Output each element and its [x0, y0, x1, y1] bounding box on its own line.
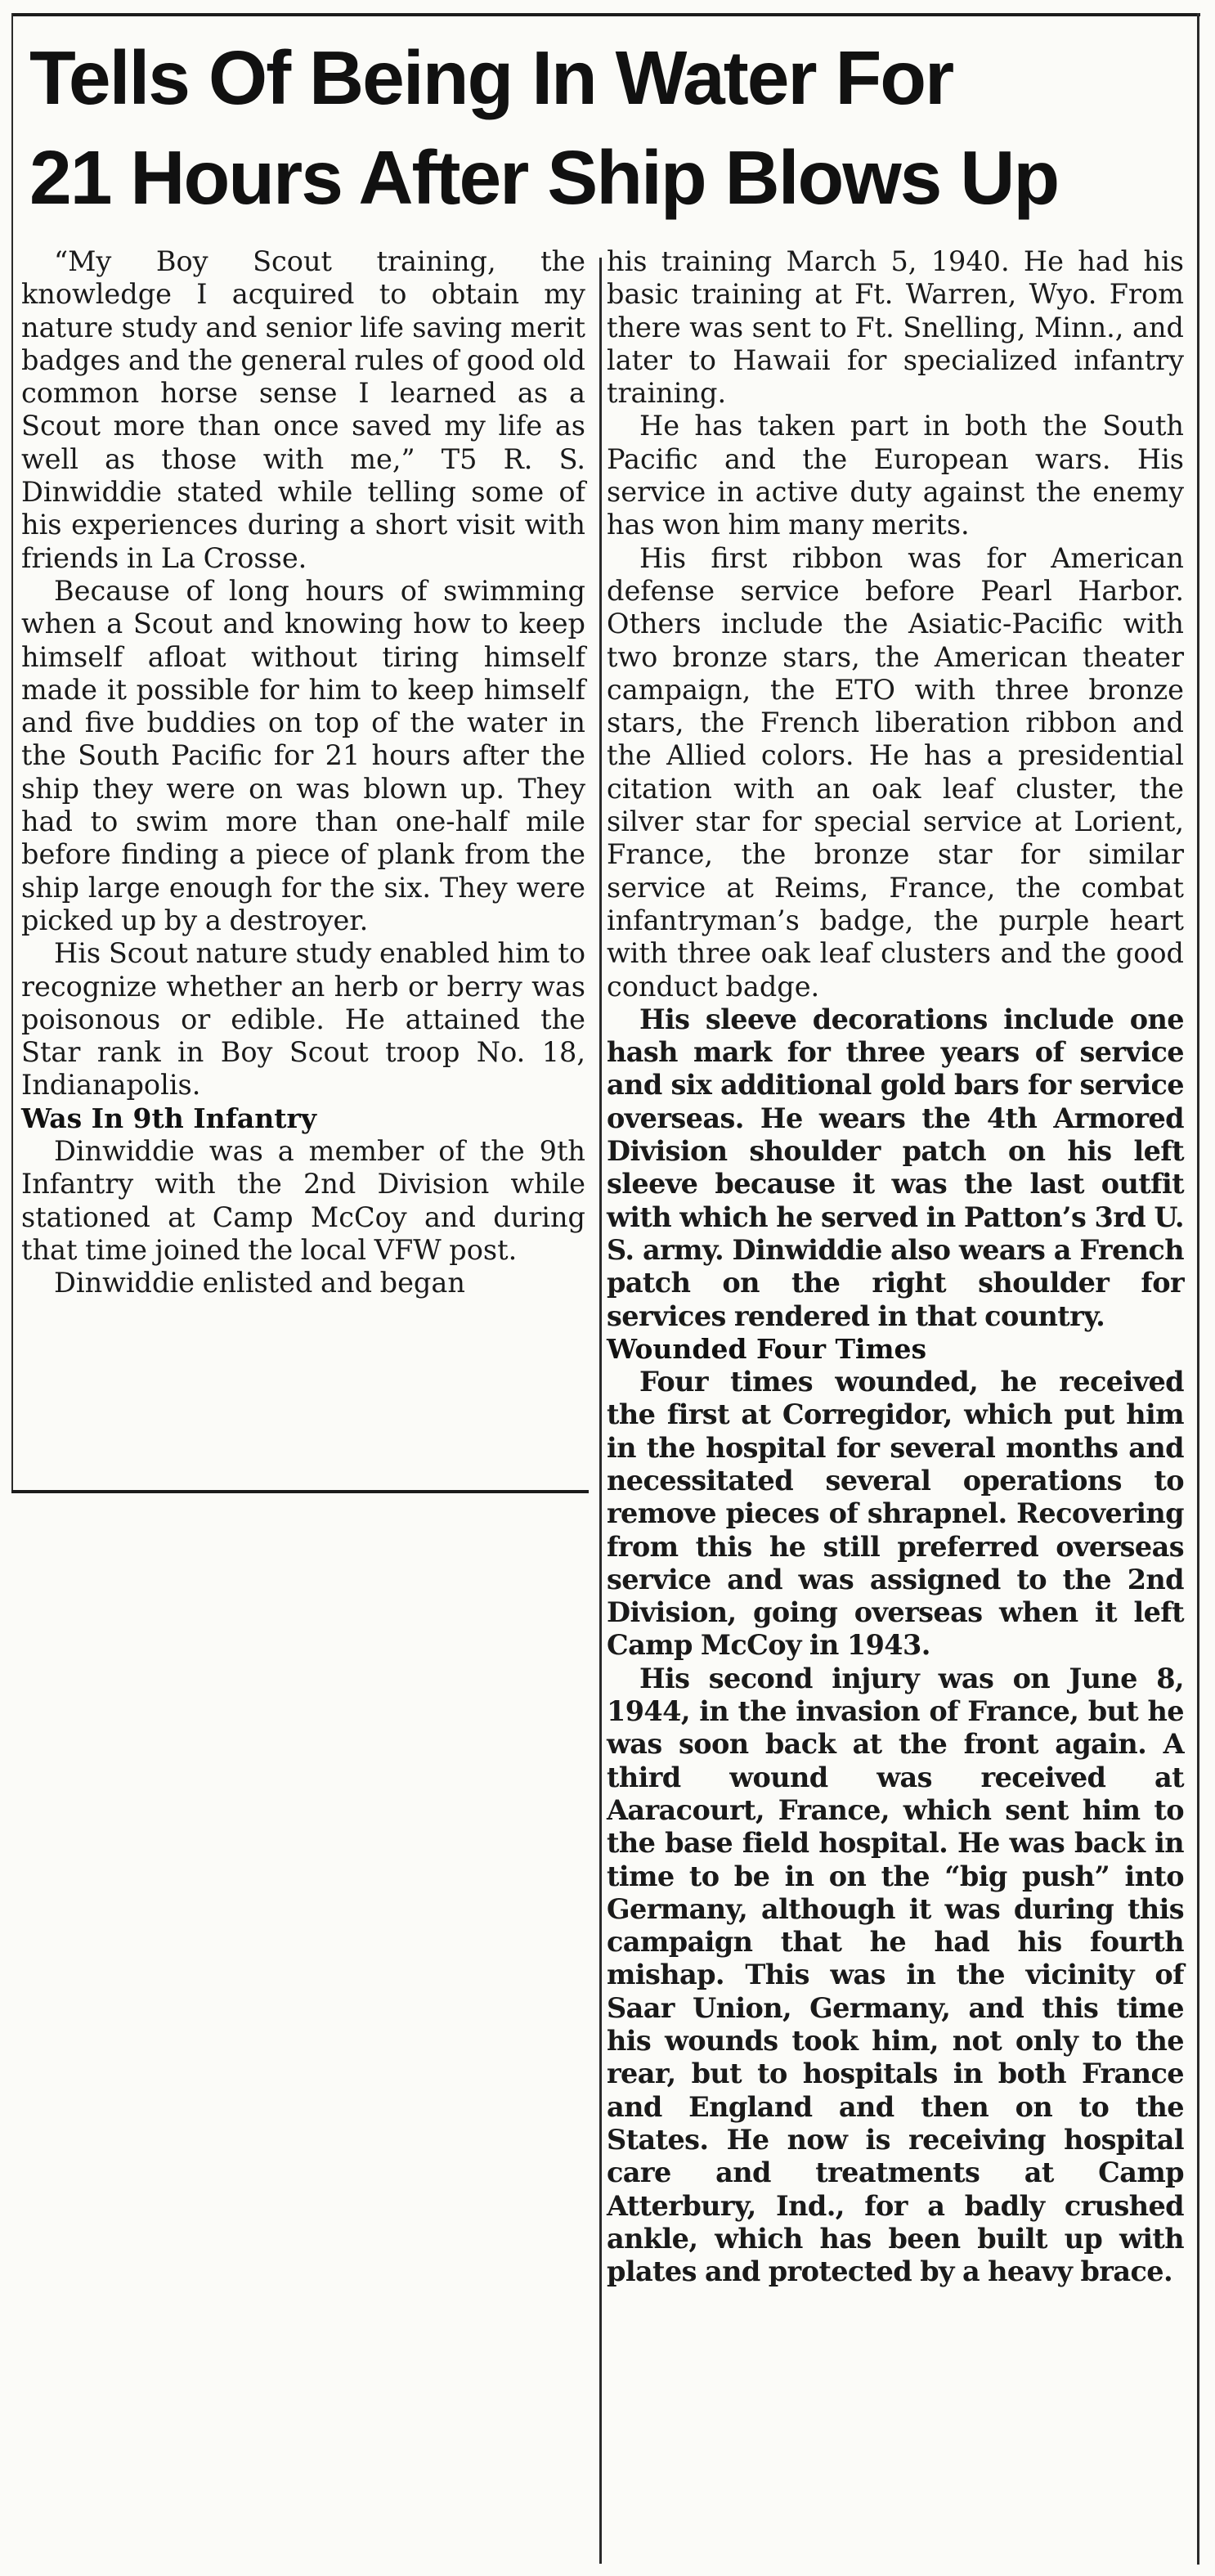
paragraph-4: Dinwiddie was a member of the 9th Infantry with the 2nd Division while stationed at Camp McCoy and during that time joined the local VFW post.	[21, 1135, 585, 1266]
column-divider	[599, 258, 602, 2564]
paragraph-3: His Scout nature study enabled him to recognize whether an herb or berry was poisonous or edible. He attained the Star rank in Boy Scout troop No. 18, Indianapolis.	[21, 937, 585, 1102]
headline-line-1: Tells Of Being In Water For	[29, 35, 953, 120]
subhead-wounded-four-times: Wounded Four Times	[607, 1332, 927, 1365]
paragraph-9: Four times wounded, he received the first at Corregidor, which put him in the hospital for several months and necessitated several operations to remove pieces of shrapnel. Recovering from this he still preferred overseas service and was assigned to the 2nd Division, going overseas when it left Camp McCoy in 1943.	[607, 1366, 1184, 1662]
paragraph-7: His first ribbon was for American defense service before Pearl Harbor. Others include the Asiatic-Pacific with two bronze stars, the American theater campaign, the ETO with three bronze stars, the French liberation ribbon and the Allied colors. He has a presidential citation with an oak leaf cluster, the silver star for special service at Lorient, France, the bronze star for similar service at Reims, France, the combat infantryman’s badge, the purple heart with three oak leaf clusters and the good conduct badge.	[607, 541, 1184, 1003]
subhead-was-in-9th-infantry: Was In 9th Infantry	[21, 1102, 317, 1134]
left-column	[21, 245, 585, 1300]
right-column	[607, 245, 1184, 2288]
right-border-rule	[1197, 13, 1199, 2565]
bold-section	[607, 1003, 1184, 2289]
headline-line-2: 21 Hours After Ship Blows Up	[29, 135, 1059, 220]
article-headline	[29, 28, 1182, 227]
paragraph-6: He has taken part in both the South Pacific and the European wars. His service in active duty against the enemy has won him many merits.	[607, 410, 1184, 541]
paragraph-1: “My Boy Scout training, the knowledge I acquired to obtain my nature study and senior life saving merit badges and the general rules of good old common horse sense I learned as a Scout more than once saved my life as well as those with me,” T5 R. S. Dinwiddie stated while telling some of his experiences during a short visit with friends in La Crosse.	[21, 245, 585, 574]
paragraph-10: His second injury was on June 8, 1944, in the invasion of France, but he was soon back at the front again. A third wound was received at Aaracourt, France, which sent him to the base field hospital. He was back in time to be in on the “big push” into Germany, although it was during this campaign that he had his fourth mishap. This was in the vicinity of Saar Union, Germany, and this time his wounds took him, not only to the rear, but to hospitals in both France and England and then on to the States. He now is receiving hospital care and treatments at Camp Atterbury, Ind., for a badly crushed ankle, which has been built up with plates and protected by a heavy brace.	[607, 1662, 1184, 2288]
left-column-end-rule	[11, 1490, 589, 1493]
paragraph-5-continued: his training March 5, 1940. He had his basic training at Ft. Warren, Wyo. From there was sent to Ft. Snelling, Minn., and later to Hawaii for specialized infantry training.	[607, 245, 1184, 410]
paragraph-5: Dinwiddie enlisted and began	[54, 1267, 465, 1299]
left-border-rule	[11, 13, 13, 1493]
top-rule	[11, 13, 1200, 16]
paragraph-8: His sleeve decorations include one hash mark for three years of service and six additional gold bars for service overseas. He wears the 4th Armored Division shoulder patch on his left sleeve because it was the last outfit with which he served in Patton’s 3rd U. S. army. Dinwiddie also wears a French patch on the right shoulder for services rendered in that country.	[607, 1003, 1184, 1332]
paragraph-2: Because of long hours of swimming when a Scout and knowing how to keep himself afloat without tiring himself made it possible for him to keep himself and five buddies on top of the water in the South Pacific for 21 hours after the ship they were on was blown up. They had to swim more than one-half mile before finding a piece of plank from the ship large enough for the six. They were picked up by a destroyer.	[21, 574, 585, 936]
